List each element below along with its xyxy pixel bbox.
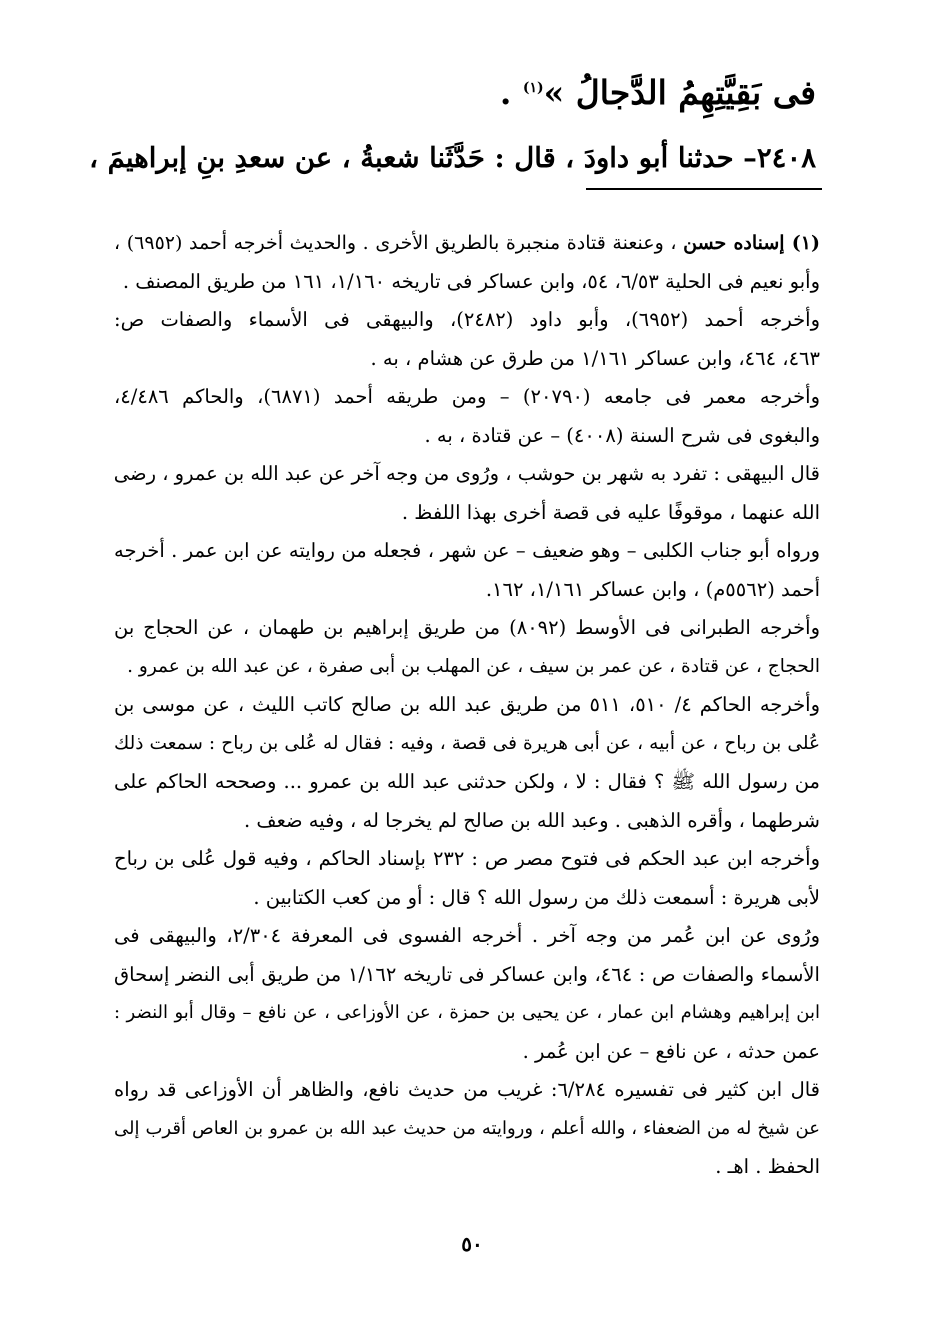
footnote-line: عمن حدثه ، عن نافع – عن ابن عُمر .	[522, 1040, 820, 1063]
footnote-line: عن شيخ له من الضعفاء ، والله أعلم ، وروايته من حديث عبد الله بن عمرو بن العاص أقرب إلى	[114, 1118, 820, 1139]
hadith-number: ٢٤٠٨–	[743, 142, 816, 174]
page-number: ٥٠	[461, 1232, 483, 1256]
hadith-opening-line	[90, 136, 816, 180]
footnote-line: ورُوى عن ابن عُمر من وجه آخر . أخرجه الفسوى فى المعرفة ٢/٣٠٤، والبيهقى فى	[114, 924, 820, 947]
footnote-line: من رسول الله ﷺ ؟ فقال : لا ، ولكن حدثنى عبد الله بن عمرو ... وصححه الحاكم على	[114, 770, 820, 793]
footnote-line: ابن إبراهيم وهشام ابن عمار ، عن يحيى بن حمزة ، عن الأوزاعى ، عن نافع – وقال أبو النضر :	[114, 1002, 820, 1023]
footnote-line: (١) إسناده حسن ، وعنعنة قتادة منجبرة بالطريق الأخرى . والحديث أخرجه أحمد (٦٩٥٢) ،	[114, 232, 820, 254]
hadith-continuation-end: .	[499, 73, 523, 112]
footnote-ref-1: (١)	[522, 80, 544, 96]
footnote-line: الأسماء والصفات ص : ٤٦٤، وابن عساكر فى تاريخه ١/١٦٢ من طريق أبى النضر إسحاق	[114, 963, 820, 986]
footnote-separator	[586, 188, 822, 190]
footnote-line: الحجاج ، عن قتادة ، عن عمر بن سيف ، عن المهلب بن أبى صفرة ، عن عبد الله بن عمرو .	[127, 656, 820, 677]
footnote-line: وأخرجه الحاكم ٤/ ٥١٠، ٥١١ من طريق عبد الله بن صالح كاتب الليث ، عن موسى بن	[114, 693, 821, 716]
footnote-line: وأخرجه الطبرانى فى الأوسط (٨٠٩٢) من طريق إبراهيم بن طهمان ، عن الحجاج بن	[114, 616, 820, 639]
footnote-line: وأبو نعيم فى الحلية ٦/٥٣، ٥٤، وابن عساكر فى تاريخه ١/١٦٠، ١٦١ من طريق المصنف .	[122, 270, 820, 293]
footnote-line: قال ابن كثير فى تفسيره ٦/٢٨٤: غريب من حديث نافع، والظاهر أن الأوزاعى قد رواه	[114, 1078, 820, 1101]
hadith-continuation-line	[90, 66, 816, 115]
hadith-continuation-text: فى بَقِيَّتِهِمُ الدَّجالُ »	[543, 73, 816, 112]
footnote-line: والبغوى فى شرح السنة (٤٠٠٨) – عن قتادة ، به .	[424, 424, 820, 447]
footnote-line: ورواه أبو جناب الكلبى – وهو ضعيف – عن شهر ، فجعله من روايته عن ابن عمر . أخرجه	[114, 539, 820, 562]
footnote-line: ٤٦٣، ٤٦٤، وابن عساكر ١/١٦١ من طرق عن هشام ، به .	[370, 347, 820, 370]
hadith-opening-text: حدثنا أبو داودَ ، قال : حَدَّثَنا شعبةُ ، عن سعدِ بنِ إبراهيمَ ،	[89, 142, 744, 174]
footnote-line: وأخرجه ابن عبد الحكم فى فتوح مصر ص : ٢٣٢ بإسناد الحاكم ، وفيه قول عُلى بن رباح	[114, 847, 820, 870]
footnote-line: الله عنهما ، موقوفًا عليه فى قصة أخرى بهذا اللفظ .	[401, 501, 820, 524]
footnote-grading: (١) إسناده حسن	[683, 232, 820, 254]
footnote-line: عُلى بن رباح ، عن أبيه ، عن أبى هريرة فى قصة ، وفيه : فقال له عُلى بن رباح : سمعت ذلك	[114, 733, 820, 754]
footnote-line: شرطهما ، وأقره الذهبى . وعبد الله بن صالح لم يخرجا له ، وفيه ضعف .	[244, 809, 820, 832]
footnote-line: وأخرجه أحمد (٦٩٥٢)، وأبو داود (٢٤٨٢)، والبيهقى فى الأسماء والصفات ص:	[114, 308, 820, 331]
footnote-line: الحفظ . اهـ .	[715, 1155, 820, 1178]
footnote-line: أحمد (٥٥٦٢م) ، وابن عساكر ١/١٦١، ١٦٢.	[485, 578, 820, 601]
footnote-line: قال البيهقى : تفرد به شهر بن حوشب ، ورُوى من وجه آخر عن عبد الله بن عمرو ، رضى	[113, 462, 820, 485]
footnote-line: وأخرجه معمر فى جامعه (٢٠٧٩٠) – ومن طريقه أحمد (٦٨٧١)، والحاكم ٤/٤٨٦،	[114, 385, 820, 408]
footnote-line: لأبى هريرة : أسمعت ذلك من رسول الله ؟ قال : أو من كعب الكتابين .	[253, 886, 820, 909]
